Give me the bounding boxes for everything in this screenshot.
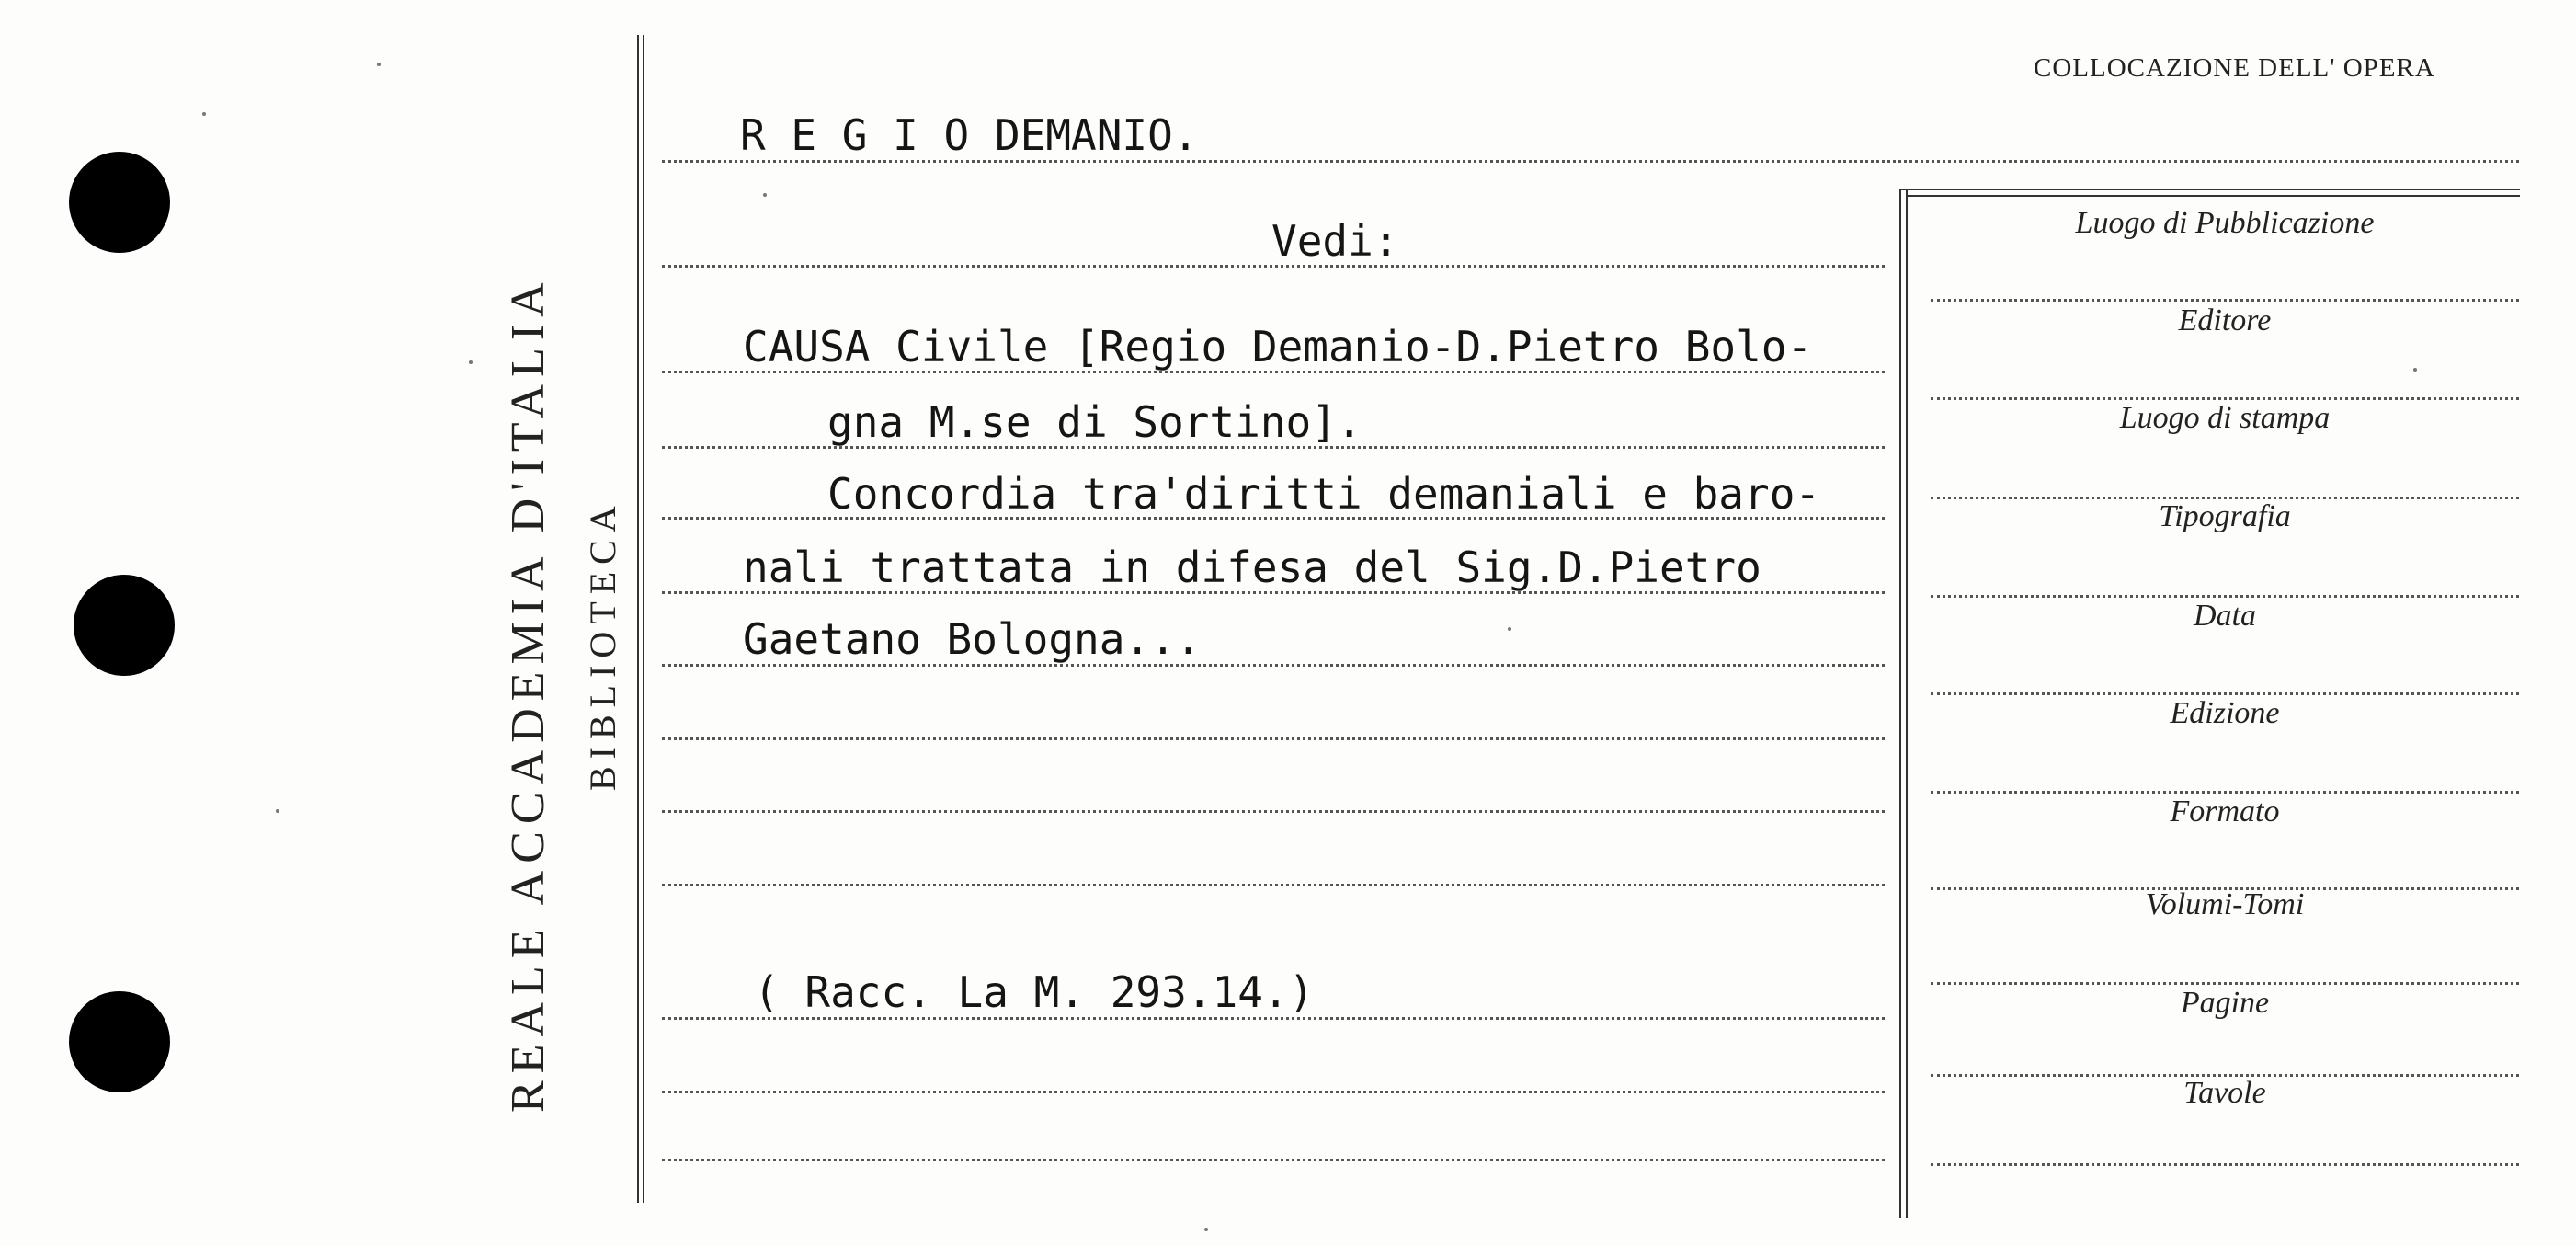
field-rule-5 <box>1931 692 2519 695</box>
field-place-of-publication: Luogo di Pubblicazione <box>2075 206 2375 240</box>
rule-7 <box>662 664 1885 667</box>
entry-line-3: Concordia tra'diritti demaniali e baro- <box>827 469 1821 519</box>
entry-line-5: Gaetano Bologna... <box>743 614 1202 664</box>
field-rule-2 <box>1931 397 2519 400</box>
rule-11 <box>662 1017 1885 1020</box>
paper-speck <box>763 193 767 197</box>
right-panel-line <box>1899 189 1901 1218</box>
field-rule-4 <box>1931 595 2519 598</box>
field-printer: Tipografia <box>2159 499 2291 533</box>
heading-line: R E G I O DEMANIO. <box>740 110 1199 160</box>
right-panel-top-line-inner <box>1906 195 2520 197</box>
rule-9 <box>662 810 1885 813</box>
rule-1 <box>662 160 2519 163</box>
field-rule-1 <box>1931 299 2519 302</box>
paper-speck <box>2413 368 2417 372</box>
entry-line-1: CAUSA Civile [Regio Demanio-D.Pietro Bolo- <box>743 322 1813 372</box>
paper-speck <box>469 360 473 364</box>
collocation-header: COLLOCAZIONE DELL' OPERA <box>2034 53 2435 83</box>
field-plates: Tavole <box>2183 1076 2266 1110</box>
field-date: Data <box>2194 599 2256 633</box>
field-rule-10 <box>1931 1163 2519 1166</box>
field-pages: Pagine <box>2180 986 2270 1020</box>
rule-10 <box>662 884 1885 886</box>
field-format: Formato <box>2170 794 2280 829</box>
see-also-line: Vedi: <box>1271 216 1399 266</box>
entry-line-4: nali trattata in difesa del Sig.D.Pietro <box>743 543 1761 592</box>
field-publisher: Editore <box>2178 303 2272 337</box>
rule-13 <box>662 1159 1885 1161</box>
rule-12 <box>662 1091 1885 1093</box>
paper-speck <box>202 112 206 116</box>
paper-speck <box>276 809 279 813</box>
punch-hole-bottom <box>69 991 170 1092</box>
field-place-of-printing: Luogo di stampa <box>2119 401 2331 435</box>
paper-speck <box>377 63 381 66</box>
field-edition: Edizione <box>2170 696 2280 730</box>
field-volumes: Volumi-Tomi <box>2145 887 2305 921</box>
shelfmark-line: ( Racc. La M. 293.14.) <box>754 967 1315 1017</box>
punch-hole-top <box>69 152 170 253</box>
library-label: BIBLIOTECA <box>582 498 623 791</box>
paper-speck <box>1204 1228 1208 1231</box>
right-panel-top-line <box>1899 189 2520 190</box>
punch-hole-middle <box>74 575 175 676</box>
field-rule-8 <box>1931 982 2519 985</box>
paper-speck <box>1508 627 1511 631</box>
entry-line-2: gna M.se di Sortino]. <box>827 397 1362 447</box>
left-border-line-inner <box>643 35 644 1203</box>
rule-8 <box>662 737 1885 740</box>
left-border-line <box>637 35 639 1203</box>
institution-name: REALE ACCADEMIA D'ITALIA <box>502 275 554 1113</box>
field-rule-6 <box>1931 791 2519 794</box>
